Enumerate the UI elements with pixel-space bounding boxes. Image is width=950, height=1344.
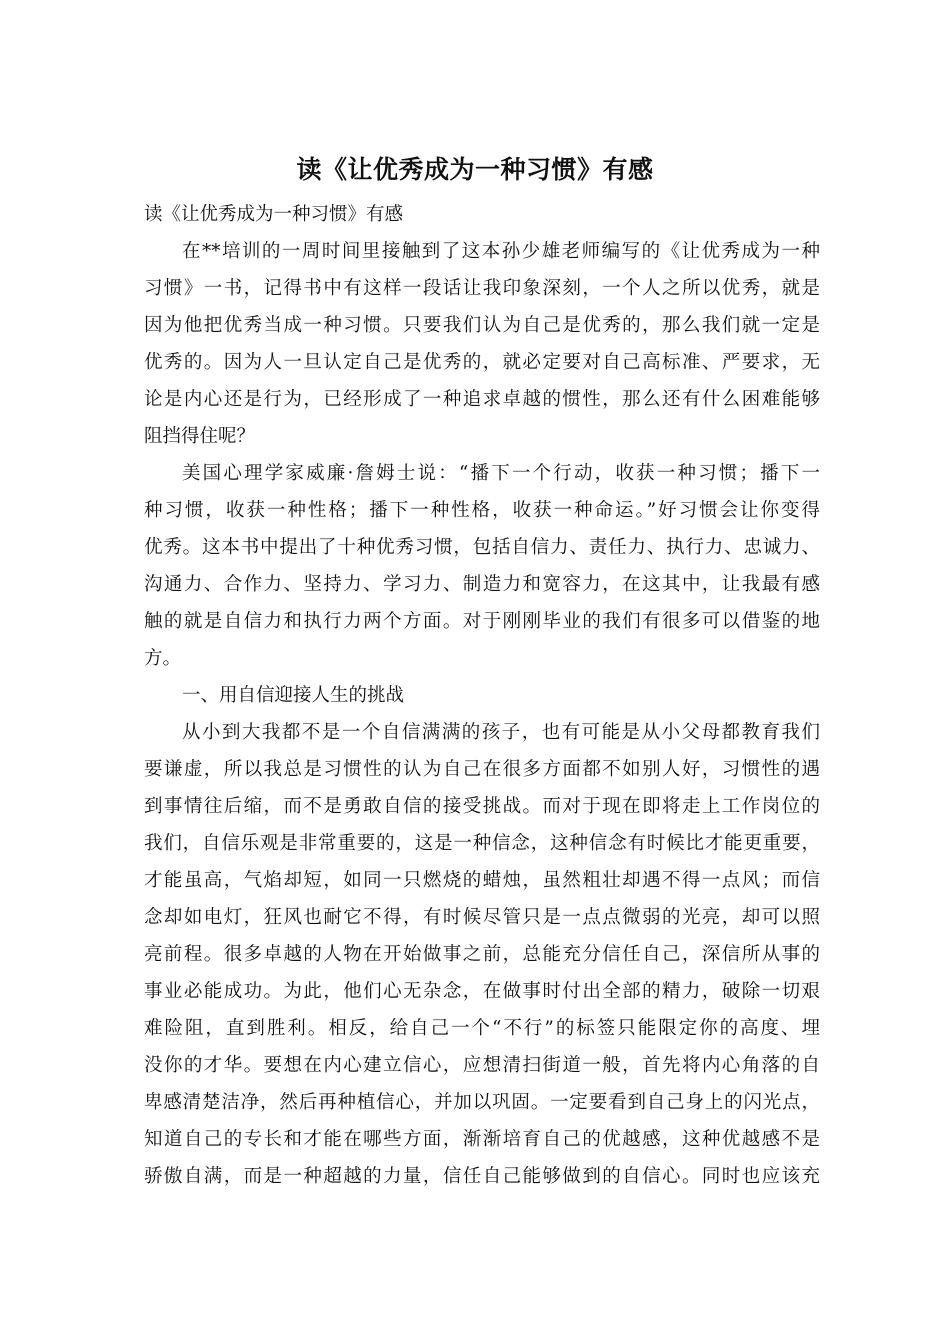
text-line: 习惯》一书，记得书中有这样一段话让我印象深刻，一个人之所以优秀，就是 xyxy=(144,278,820,299)
text-line: 优秀的。因为人一旦认定自己是优秀的，就必定要对自己高标准、严要求，无 xyxy=(144,352,820,373)
text-line: 论是内心还是行为，已经形成了一种追求卓越的惯性，那么还有什么困难能够 xyxy=(144,389,820,410)
document-title: 读《让优秀成为一种习惯》有感 xyxy=(296,155,654,184)
document-body xyxy=(144,196,820,1195)
text-line: 读《让优秀成为一种习惯》有感 xyxy=(144,204,404,225)
text-line: 一、用自信迎接人生的挑战 xyxy=(182,685,405,706)
text-line: 到事情往后缩，而不是勇敢自信的接受挑战。而对于现在即将走上工作岗位的 xyxy=(144,796,820,817)
text-line: 沟通力、合作力、坚持力、学习力、制造力和宽容力，在这其中，让我最有感 xyxy=(144,574,820,595)
text-line: 亮前程。很多卓越的人物在开始做事之前，总能充分信任自己，深信所从事的 xyxy=(144,944,820,965)
text-line: 方。 xyxy=(144,648,182,669)
text-line: 没你的才华。要想在内心建立信心，应想清扫街道一般，首先将内心角落的自 xyxy=(144,1055,820,1076)
text-line: 我们，自信乐观是非常重要的，这是一种信念，这种信念有时候比才能更重要， xyxy=(144,833,820,854)
text-line: 事业必能成功。为此，他们心无杂念，在做事时付出全部的精力，破除一切艰 xyxy=(144,981,820,1002)
text-line: 触的就是自信力和执行力两个方面。对于刚刚毕业的我们有很多可以借鉴的地 xyxy=(144,611,820,632)
text-line: 从小到大我都不是一个自信满满的孩子，也有可能是从小父母都教育我们 xyxy=(182,722,820,743)
text-line: 才能虽高，气焰却短，如同一只燃烧的蜡烛，虽然粗壮却遇不得一点风；而信 xyxy=(144,870,820,891)
text-line: 念却如电灯，狂风也耐它不得，有时候尽管只是一点点微弱的光亮，却可以照 xyxy=(144,907,820,928)
text-line: 难险阻，直到胜利。相反，给自己一个“不行”的标签只能限定你的高度、埋 xyxy=(144,1018,820,1039)
text-line: 美国心理学家威廉·詹姆士说：“播下一个行动，收获一种习惯；播下一 xyxy=(182,463,820,484)
text-line: 在**培训的一周时间里接触到了这本孙少雄老师编写的《让优秀成为一种 xyxy=(182,241,820,262)
text-line: 知道自己的专长和才能在哪些方面，渐渐培育自己的优越感，这种优越感不是 xyxy=(144,1129,820,1150)
text-line: 阻挡得住呢？ xyxy=(144,426,256,447)
text-line: 优秀。这本书中提出了十种优秀习惯，包括自信力、责任力、执行力、忠诚力、 xyxy=(144,537,820,558)
text-line: 要谦虚，所以我总是习惯性的认为自己在很多方面都不如别人好，习惯性的遇 xyxy=(144,759,820,780)
text-line: 种习惯，收获一种性格；播下一种性格，收获一种命运。”好习惯会让你变得 xyxy=(144,500,820,521)
text-line: 卑感清楚洁净，然后再种植信心，并加以巩固。一定要看到自己身上的闪光点， xyxy=(144,1092,820,1113)
text-line: 骄傲自满，而是一种超越的力量，信任自己能够做到的自信心。同时也应该充 xyxy=(144,1166,820,1187)
text-line: 因为他把优秀当成一种习惯。只要我们认为自己是优秀的，那么我们就一定是 xyxy=(144,315,820,336)
